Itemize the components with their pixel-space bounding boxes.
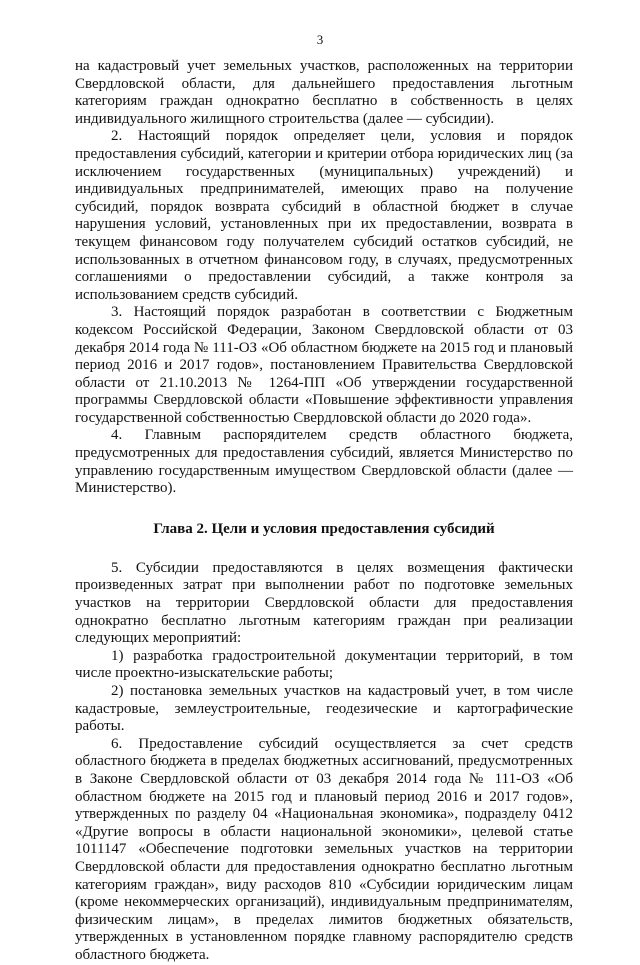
paragraph-1: на кадастровый учет земельных участков, расположенных на территории Свердловской области, для дальнейшего предоставления льготным категориям граждан однократно бесплатно в собственность в целях индивидуального жилищного строительства (далее — субсидии).: [75, 58, 573, 127]
list-item-1: 1) разработка градостроительной документации территорий, в том числе проектно-изыскательские работы;: [75, 647, 573, 682]
paragraph-2: 2. Настоящий порядок определяет цели, условия и порядок предоставления субсидий, категории и критерии отбора юридических лиц (за исключением государственных (муниципальных) учреждений) и индивидуальных предпринимателей, имеющих право на получение субсидий, порядок возврата субсидий в областной бюджет в случае нарушения условий, установленных при их предоставлении, возврата в текущем финансовом году получателем субсидий остатков субсидий, не использованных в отчетном финансовом году, в случаях, предусмотренных соглашениями о предоставлении субсидий, а также контроля за использованием средств субсидий.: [75, 128, 573, 303]
list-item-2: 2) постановка земельных участков на кадастровый учет, в том числе кадастровые, землеустроительные, геодезические и картографические работы.: [75, 683, 573, 735]
document-body: [75, 58, 573, 965]
paragraph-3: 3. Настоящий порядок разработан в соответствии с Бюджетным кодексом Российской Федерации, Законом Свердловской области от 03 декабря 2014 года № 111-ОЗ «Об областном бюджете на 2015 год и плановый период 2016 и 2017 годов», постановлением Правительства Свердловской области от 21.10.2013 № 1264-ПП «Об утверждении государственной программы Свердловской области «Повышение эффективности управления государственной собственностью Свердловской области до 2020 года».: [75, 304, 573, 426]
paragraph-6: 6. Предоставление субсидий осуществляется за счет средств областного бюджета в пределах бюджетных ассигнований, предусмотренных в Законе Свердловской области от 03 декабря 2014 года № 111-ОЗ «Об областном бюджете на 2015 год и плановый период 2016 и 2017 годов», утвержденных по разделу 04 «Национальная экономика», подразделу 0412 «Другие вопросы в области национальной экономики», целевой статье 1011147 «Обеспечение подготовки земельных участков на территории Свердловской области для предоставления однократно бесплатно льготным категориям граждан», виду расходов 810 «Субсидии юридическим лицам (кроме некоммерческих организаций), индивидуальным предпринимателям, физическим лицам», в пределах лимитов бюджетных обязательств, утвержденных в установленном порядке главному распорядителю средств областного бюджета.: [75, 735, 573, 963]
paragraph-5: 5. Субсидии предоставляются в целях возмещения фактически произведенных затрат при выполнении работ по подготовке земельных участков на территории Свердловской области для предоставления однократно бесплатно льготным категориям граждан при реализации следующих мероприятий:: [75, 559, 573, 647]
paragraph-4: 4. Главным распорядителем средств областного бюджета, предусмотренных для предоставления субсидий, является Министерство по управлению государственным имуществом Свердловской области (далее — Министерство).: [75, 427, 573, 497]
chapter-title: Глава 2. Цели и условия предоставления субсидий: [153, 520, 495, 537]
page-number: 3: [316, 32, 324, 47]
